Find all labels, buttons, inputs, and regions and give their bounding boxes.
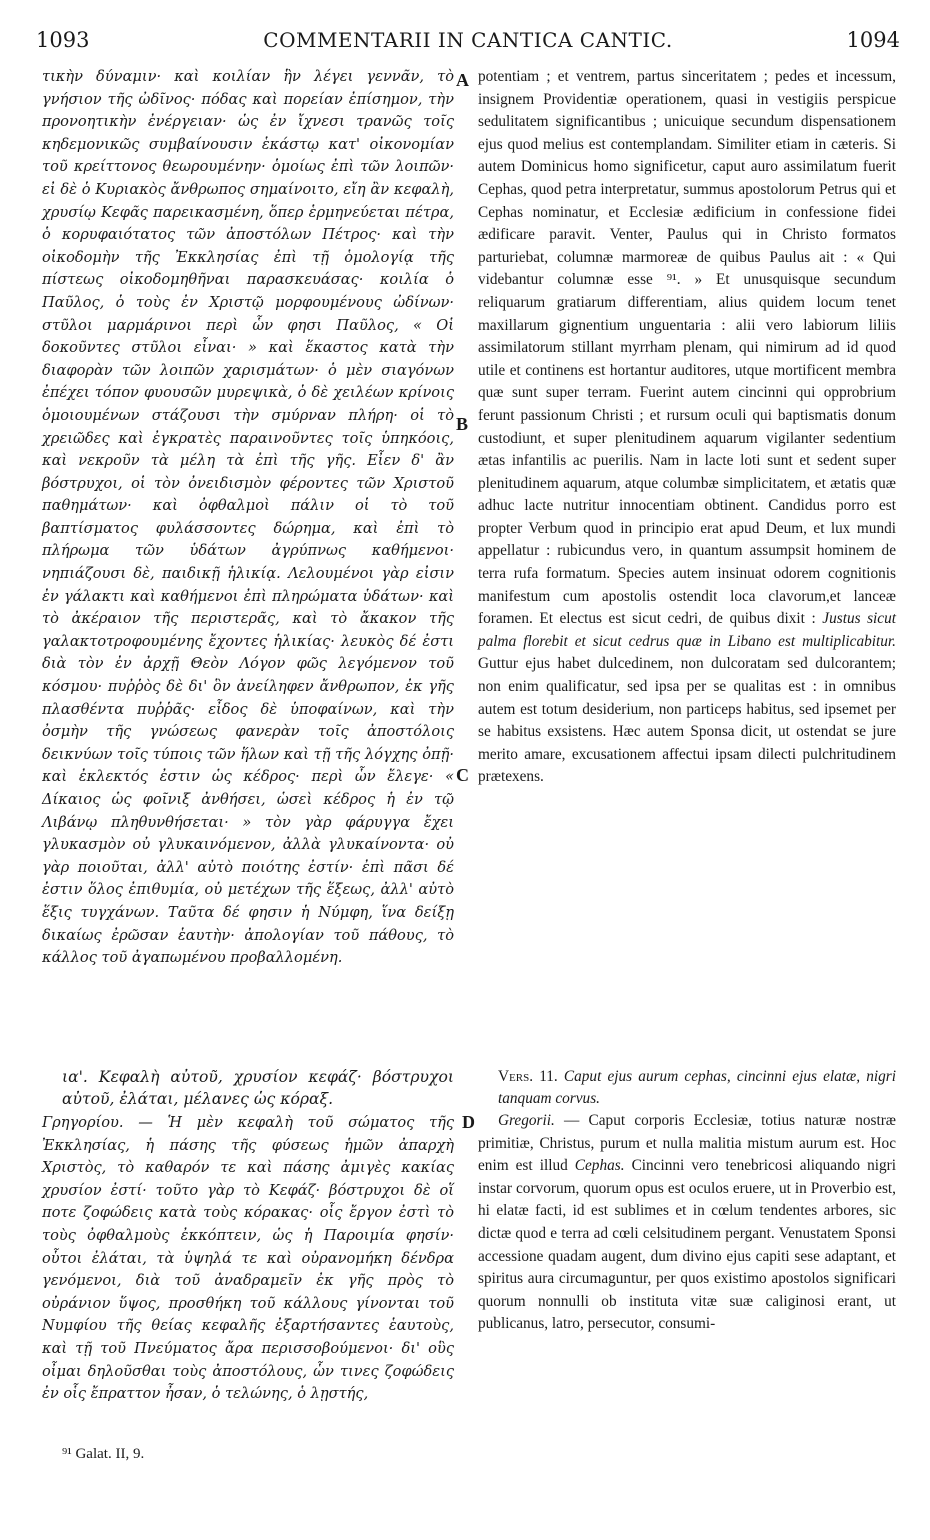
latin-column-lower	[478, 1066, 896, 1336]
footnote: ⁹¹ Galat. II, 9.	[62, 1446, 145, 1462]
latin-vers-label: Vers. 11.	[498, 1068, 558, 1085]
running-title: COMMENTARII IN CANTICA CANTIC.	[263, 28, 673, 52]
marker-c: C	[456, 765, 469, 785]
latin-cephas: Cephas.	[574, 1157, 625, 1175]
latin-verse-heading	[478, 1066, 896, 1110]
latin-text-upper-main: potentiam ; et ventrem, partus sinceritatem ; pedes et incessum, insignem Providentiæ operationem, quasi in vestigiis perspicue sedulitatem significantibus ; unicuique secundum dispensationem ejus quod melius est contemplandam. Similiter etiam in cæteris. Si autem Dominicus homo significetur, caput auro assimilatum fuerit Cephas, quod petra interpretatur, summus apostolorum Petrus qui et Cephas nominatur, et Ecclesiæ ædificium in confessione fidei ædificare paravit. Venter, Paulus qui in Christo formatos parturiebat, columnæ marmoreæ de quibus Paulus ait : « Qui videbantur columnæ esse ⁹¹. » Et unusquisque secundum reliquarum gratiarum differentiam, alius quidem locum tenet maxillarum gignentium unguentaria : alii vero labiorum liliis assimilatorum stillant myrrham plenam, qui nimirum ad id quod utile et continens est hortantur auditores, utque mortificent membra quæ sunt super terram. Fuerint autem cincinni qui opprobrium ferunt passionum Christi ; et rursum oculi qui baptismatis donum custodiunt, et super plenitudinem aquarum vigilanter sedentium ætas infantilis ac puerilis. Nam in lacte loti sunt et sedent super plenitudinem aquarum, atque columbæ simplicitatem, et ætatis quæ adhuc lacte nutritur innocentiam obtinent. Candidus porro est propter Verbum quod in principio erat apud Deum, et lux mundi appellatur : rubicundus vero, in quantum assumpsit hominem de terra rufa formatum. Species autem insinuat odorem cognitionis manifestum cum apostolis ostendit loca clavorum,et lanceæ foramen. Et electus est sicut cedri, de quibus dixit :	[478, 68, 896, 628]
latin-verse-text: Caput ejus aurum cephas, cincinni ejus elatæ, nigri tanquam corvus.	[498, 1068, 896, 1107]
latin-quote-justus: Justus sicut palma florebit et sicut cedrus quæ in Libano est multiplicabitur.	[478, 610, 896, 650]
marker-b: B	[456, 414, 469, 434]
page-number-right: 1094	[846, 28, 900, 52]
latin-author: Gregorii.	[498, 1112, 555, 1129]
greek-author: Γρηγορίου.	[42, 1114, 124, 1131]
greek-column-lower	[42, 1066, 454, 1406]
page-number-left: 1093	[36, 28, 90, 52]
greek-text-lower	[42, 1112, 454, 1406]
greek-text-lower-body: — Ἡ μὲν κεφαλὴ τοῦ σώματος τῆς Ἐκκλησίας, ἡ πάσης τῆς φύσεως ἡμῶν ἀπαρχὴ Χριστὸς, τὸ καθαρόν τε καὶ πάσης ἀμιγὲς κακίας χρυσίον ἐστί· τοῦτο γὰρ τὸ Κεφάζ· βόστρυχοι δὲ οἵ ποτε ζοφώδεις κατὰ τοὺς κόρακας· οἷς ἔργον ἐστὶ τὸ τοὺς ὀφθαλμοὺς ἐκκόπτειν, ὡς ἡ Παροιμία φησίν· οὗτοι ἐλάται, τὰ ὑψηλά τε καὶ οὐρανομήκη δένδρα γενόμενοι, διὰ τοῦ ἀναδραμεῖν ἐκ γῆς πρὸς τὸ οὐράνιον ὕψος, προσθήκη τοῦ κάλλους γίνονται τοῦ Νυμφίου τῆς θείας κεφαλῆς ἐξαρτήσαντες ἑαυτοὺς, καὶ τῇ τοῦ Πνεύματος ἄρα περισσοβούμενοι· δι' οὓς οἶμαι δηλοῦσθαι τοὺς ἀποστόλους, ὧν τινες ζοφώδεις ἐν οἷς ἔπραττον ἦσαν, ὁ τελώνης, ὁ λῃστής,	[42, 1114, 454, 1403]
page-header	[36, 28, 900, 58]
latin-text-upper-end: Guttur ejus habet dulcedinem, non dulcoratam sed dulcorantem; non enim qualificatur, sed ipsa per se qualitas est : in omnibus autem est totum desiderium, non particeps habitus, sed ipsemet per se habitus exsistens. Hæc autem Sponsa dicit, ut ostendat se jure merito amare, excusationem affectui ipsam dilecti pulchritudinem prætexens.	[478, 655, 896, 786]
latin-column-upper	[478, 66, 896, 789]
greek-text-upper: τικὴν δύναμιν· καὶ κοιλίαν ἣν λέγει γεννᾶν, τὸ γνήσιον τῆς ὠδῖνος· πόδας καὶ πορείαν ἐπίσημον, τὴν προνοητικὴν ἐνέργειαν· ὡς ἐν ἴχνεσι τρανῶς τοῖς κηδεμονικῶς συμβαίνουσιν ἑκάστῳ κατ' οἰκονομίαν τοῦ κρείττονος θεωρουμένην· ὁμοίως ἐπὶ τῶν λοιπῶν· εἰ δὲ ὁ Κυριακὸς ἄνθρωπος σημαίνοιτο, εἴη ἂν κεφαλὴ, χρυσίῳ Κεφᾶς παρεικασμένη, ὅπερ ἑρμηνεύεται πέτρα, ὁ κορυφαιότατος τῶν ἀποστόλων Πέτρος· καὶ τὴν οἰκοδομὴν τῆς Ἐκκλησίας ἐπὶ τῇ ὁμολογίᾳ τῆς πίστεως οἰκοδομηθῆναι παρασκευάσας· κοιλία ὁ Παῦλος, ὁ τοὺς ἐν Χριστῷ μορφουμένους ὠδίνων· στῦλοι μαρμάρινοι περὶ ὧν φησι Παῦλος, « Οἱ δοκοῦντες στῦλοι εἶναι· » καὶ ἕκαστος κατὰ τὴν διαφορὰν τῶν λοιπῶν χαρισμάτων· ὁ μὲν σιαγόνων ἐπέχει τόπον φυουσῶν μυρεψικὰ, ὁ δὲ χειλέων κρίνοις ὁμοιουμένων στάζουσι τὴν σμύρναν πλήρη· οἱ τὸ χρειῶδες καὶ ἐγκρατὲς παραινοῦντες τοῖς ὑπηκόοις, καὶ νεκροῦν τὰ μέλη τὰ ἐπὶ τῆς γῆς. Εἶεν δ' ἂν βόστρυχοι, οἱ τὸν ὀνειδισμὸν φέροντες τῶν Χριστοῦ παθημάτων· καὶ ὀφθαλμοὶ πάλιν οἱ τὸ τοῦ βαπτίσματος φυλάσσοντες δώρημα, καὶ ἐπὶ τὸ πλήρωμα τῶν ὑδάτων ἀγρύπνως καθήμενοι· νηπιάζουσι δὲ, παιδικῇ ἡλικίᾳ. Λελουμένοι γὰρ εἰσιν ἐν γάλακτι καὶ καθήμενοι ἐπὶ πληρώματα ὑδάτων· καὶ τὸ ἀκέραιον τῆς περιστερᾶς, καὶ τὸ ἄκακον τῆς γαλακτοτροφουμένης ἔχοντες ἡλικίας· λευκὸς δέ ἐστι διὰ τὸν ἐν ἀρχῇ Θεὸν Λόγον φῶς λεγόμενον τοῦ κόσμου· πυῤῥὸς δὲ δι' ὃν ἀνείληφεν ἄνθρωπον, ἐκ γῆς πλασθέντα πυῤῥᾶς· εἶδος δὲ ὑποφαίνων, καὶ τὴν ὀσμὴν τῆς γνώσεως φανερὰν τοῖς ἀποστόλοις δεικνύων τοῖς τύποις τῶν ἥλων καὶ τῇ τῆς λόγχης ὀπῇ· καὶ ἐκλεκτός ἐστιν ὡς κέδρος· περὶ ὧν ἔλεγε· « Δίκαιος ὡς φοῖνιξ ἀνθήσει, ὡσεὶ κέδρος ἡ ἐν τῷ Λιβάνῳ πληθυνθήσεται· » τὸν γὰρ φάρυγγα ἔχει γλυκασμὸν οὐ γλυκαινόμενον, ἀλλὰ γλυκαίνοντα· οὐ γὰρ ποιοῦται, ἀλλ' αὐτὸ ποιότης ἐστίν· ἐπὶ πᾶσι δέ ἐστιν ὅλος ἐπιθυμία, οὐ μετέχων τῆς ἕξεως, ἀλλ' αὐτὸ ἕξις τυγχάνων. Ταῦτα δέ φησιν ἡ Νύμφη, ἵνα δείξῃ δικαίως ἐρῶσαν ἑαυτὴν· ἀπολογίαν τοῦ πάθους, τὸ κάλλος τοῦ ἀγαπωμένου προβαλλομένη.	[42, 68, 454, 967]
latin-text-lower-body: — Caput corporis Ecclesiæ, totius naturæ nostræ primitiæ, Christus, purum et nulla malitia mistum aurum est. Hoc enim est illud	[478, 1112, 896, 1175]
greek-verse-heading: ια'. Κεφαλὴ αὐτοῦ, χρυσίον κεφάζ· βόστρυχοι αὐτοῦ, ἐλάται, μέλανες ὡς κόραξ.	[62, 1068, 454, 1108]
marker-a: A	[456, 70, 469, 90]
latin-text-upper	[478, 66, 896, 789]
latin-text-lower	[478, 1110, 896, 1336]
marker-d: D	[462, 1112, 475, 1132]
latin-text-lower-body2: Cincinni vero tenebricosi aliquando nigri instar corvorum, quorum opus est oculos eruere, ut in Proverbio est, hi elatæ facti, id est sublimes et in cœlum tendentes arbores, sic dictæ quod e terra ad cœli celsitudinem pergant. Venustatem Sponsi accessione quadam augent, dum divino ejus capiti sese adaptant, et spiritus aura circumaguntur, per quos existimo apostolos significari quorum nonnulli ob instituta vitæ suæ caliginosi erant, ut publicanus, latro, persecutor, consumi-	[478, 1157, 896, 1333]
greek-column-upper	[42, 66, 454, 970]
